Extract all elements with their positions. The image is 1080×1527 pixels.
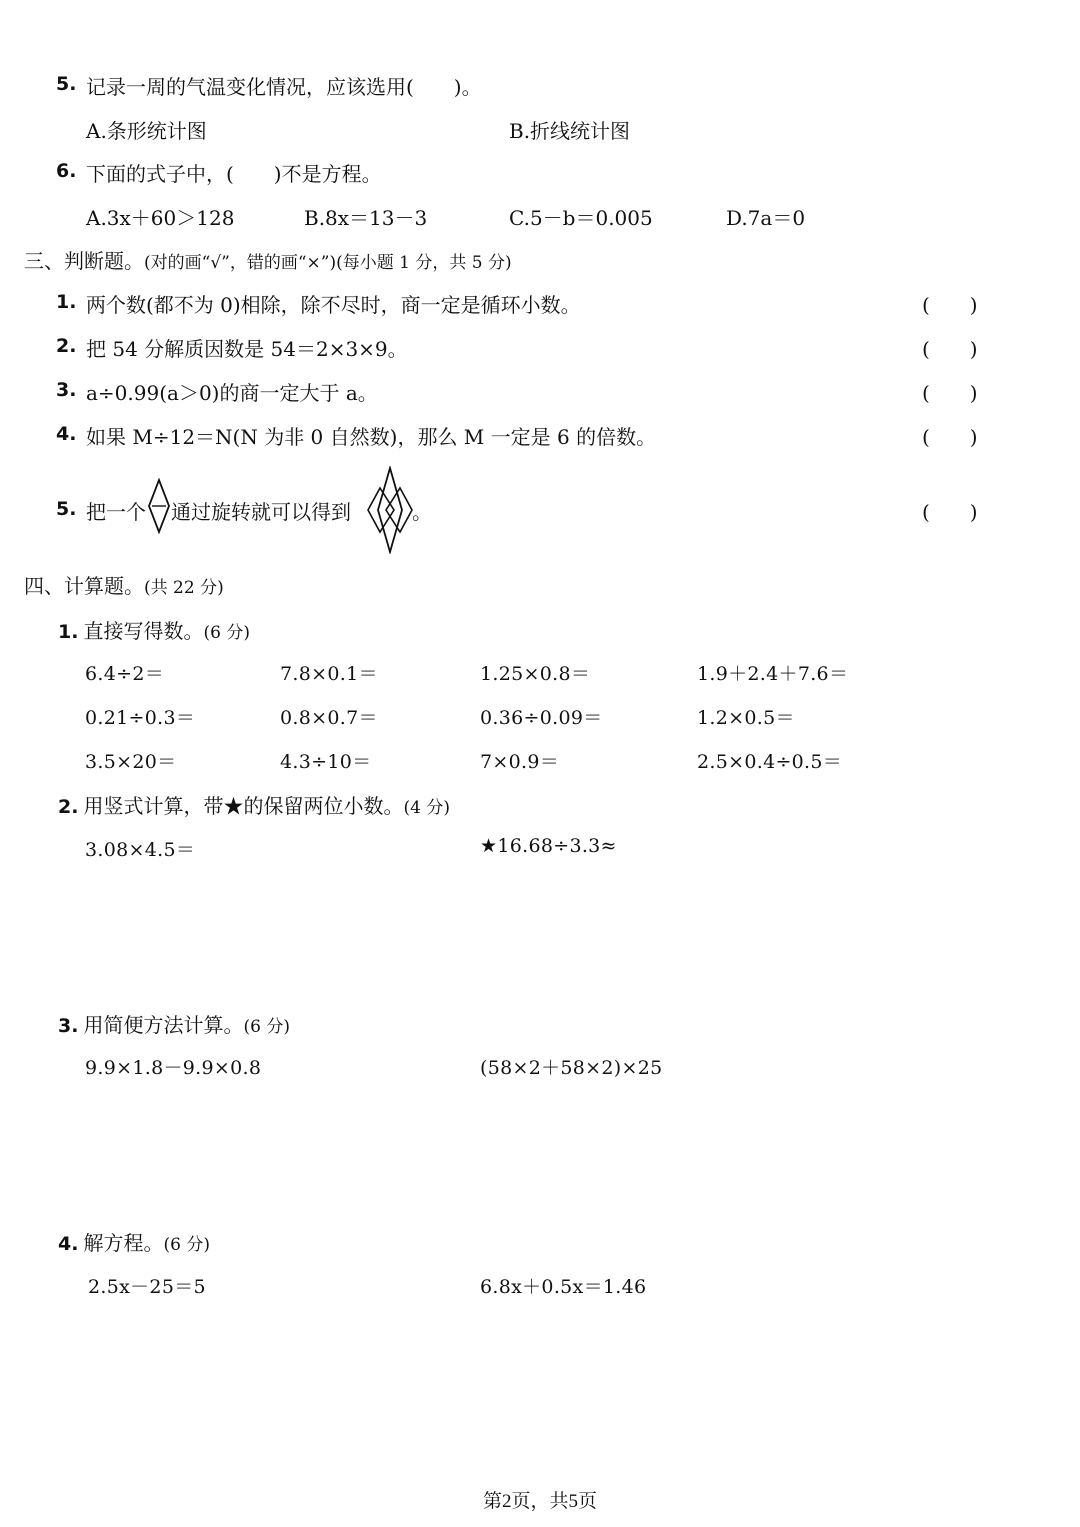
part-title: 用竖式计算，带★的保留两位小数。 [83,794,404,818]
section-note: (共 22 分) [144,578,224,598]
part-score: (6 分) [203,623,251,643]
answer-parentheses[interactable]: ( ) [922,337,978,361]
question-text: 通过旋转就可以得到 [171,500,351,524]
question-text: a÷0.99(a＞0)的商一定大于 a。 [86,381,378,405]
part-number: 4. [58,1233,79,1255]
calc-item: 3.08×4.5＝ [85,839,196,861]
question-text: 把一个 [86,500,146,524]
calc-item: 0.36÷0.09＝ [480,707,603,729]
question-text: 下面的式子中，( )不是方程。 [86,162,382,186]
question-number: 1. [56,291,77,313]
question-text: 。 [412,500,432,524]
option-d: D.7a＝0 [726,206,806,230]
part-score: (4 分) [403,798,451,818]
part-number: 2. [58,796,79,818]
section-title: 四、计算题。 [24,574,144,598]
question-number: 3. [56,379,77,401]
part-title: 用简便方法计算。 [83,1013,244,1037]
calc-item: 2.5x－25＝5 [88,1276,206,1298]
answer-parentheses[interactable]: ( ) [922,425,978,449]
calc-item: ★16.68÷3.3≈ [480,835,617,857]
question-text: 两个数(都不为 0)相除，除不尽时，商一定是循环小数。 [86,293,581,317]
calc-item: 1.25×0.8＝ [480,663,591,685]
calc-item: 0.21÷0.3＝ [85,707,196,729]
calc-item: 1.2×0.5＝ [697,707,795,729]
question-text: 把 54 分解质因数是 54＝2×3×9。 [86,337,408,361]
part-number: 1. [58,621,79,643]
calc-item: 9.9×1.8－9.9×0.8 [85,1057,262,1079]
part-number: 3. [58,1015,79,1037]
calc-item: 7×0.9＝ [480,751,560,773]
answer-parentheses[interactable]: ( ) [922,500,978,524]
question-text: 记录一周的气温变化情况，应该选用( )。 [86,75,482,99]
part-score: (6 分) [243,1017,291,1037]
section-header [24,245,512,274]
part-score: (6 分) [163,1235,211,1255]
option-b: B.8x＝13－3 [304,206,428,230]
option-b: B.折线统计图 [509,119,631,143]
rotated-rhombi-figure [366,466,414,554]
question-text: 如果 M÷12＝N(N 为非 0 自然数)，那么 M 一定是 6 的倍数。 [86,425,657,449]
option-c: C.5－b＝0.005 [509,206,653,230]
answer-parentheses[interactable]: ( ) [922,381,978,405]
part-title: 解方程。 [83,1231,164,1255]
question-number: 2. [56,335,77,357]
question-number: 6. [56,160,77,182]
part-header [58,1009,290,1038]
calc-item: 4.3÷10＝ [280,751,372,773]
part-title: 直接写得数。 [83,619,204,643]
calc-item: (58×2＋58×2)×25 [480,1057,663,1079]
section-header [24,570,224,599]
option-a: A.条形统计图 [86,119,207,143]
calc-item: 1.9＋2.4＋7.6＝ [697,663,849,685]
question-number: 5. [56,498,77,520]
section-title: 三、判断题。 [24,249,144,273]
calc-item: 6.8x＋0.5x＝1.46 [480,1276,647,1298]
calc-item: 2.5×0.4÷0.5＝ [697,751,843,773]
question-number: 5. [56,73,77,95]
section-note: (对的画“√”，错的画“×”)(每小题 1 分，共 5 分) [144,253,512,273]
rhombus-figure [147,478,171,534]
calc-item: 0.8×0.7＝ [280,707,378,729]
calc-item: 3.5×20＝ [85,751,177,773]
question-number: 4. [56,423,77,445]
answer-parentheses[interactable]: ( ) [922,293,978,317]
option-a: A.3x＋60＞128 [86,206,235,230]
page-footer: 第2页，共5页 [482,1491,597,1512]
calc-item: 6.4÷2＝ [85,663,165,685]
part-header [58,615,250,644]
part-header [58,1227,210,1256]
part-header [58,790,450,819]
calc-item: 7.8×0.1＝ [280,663,378,685]
